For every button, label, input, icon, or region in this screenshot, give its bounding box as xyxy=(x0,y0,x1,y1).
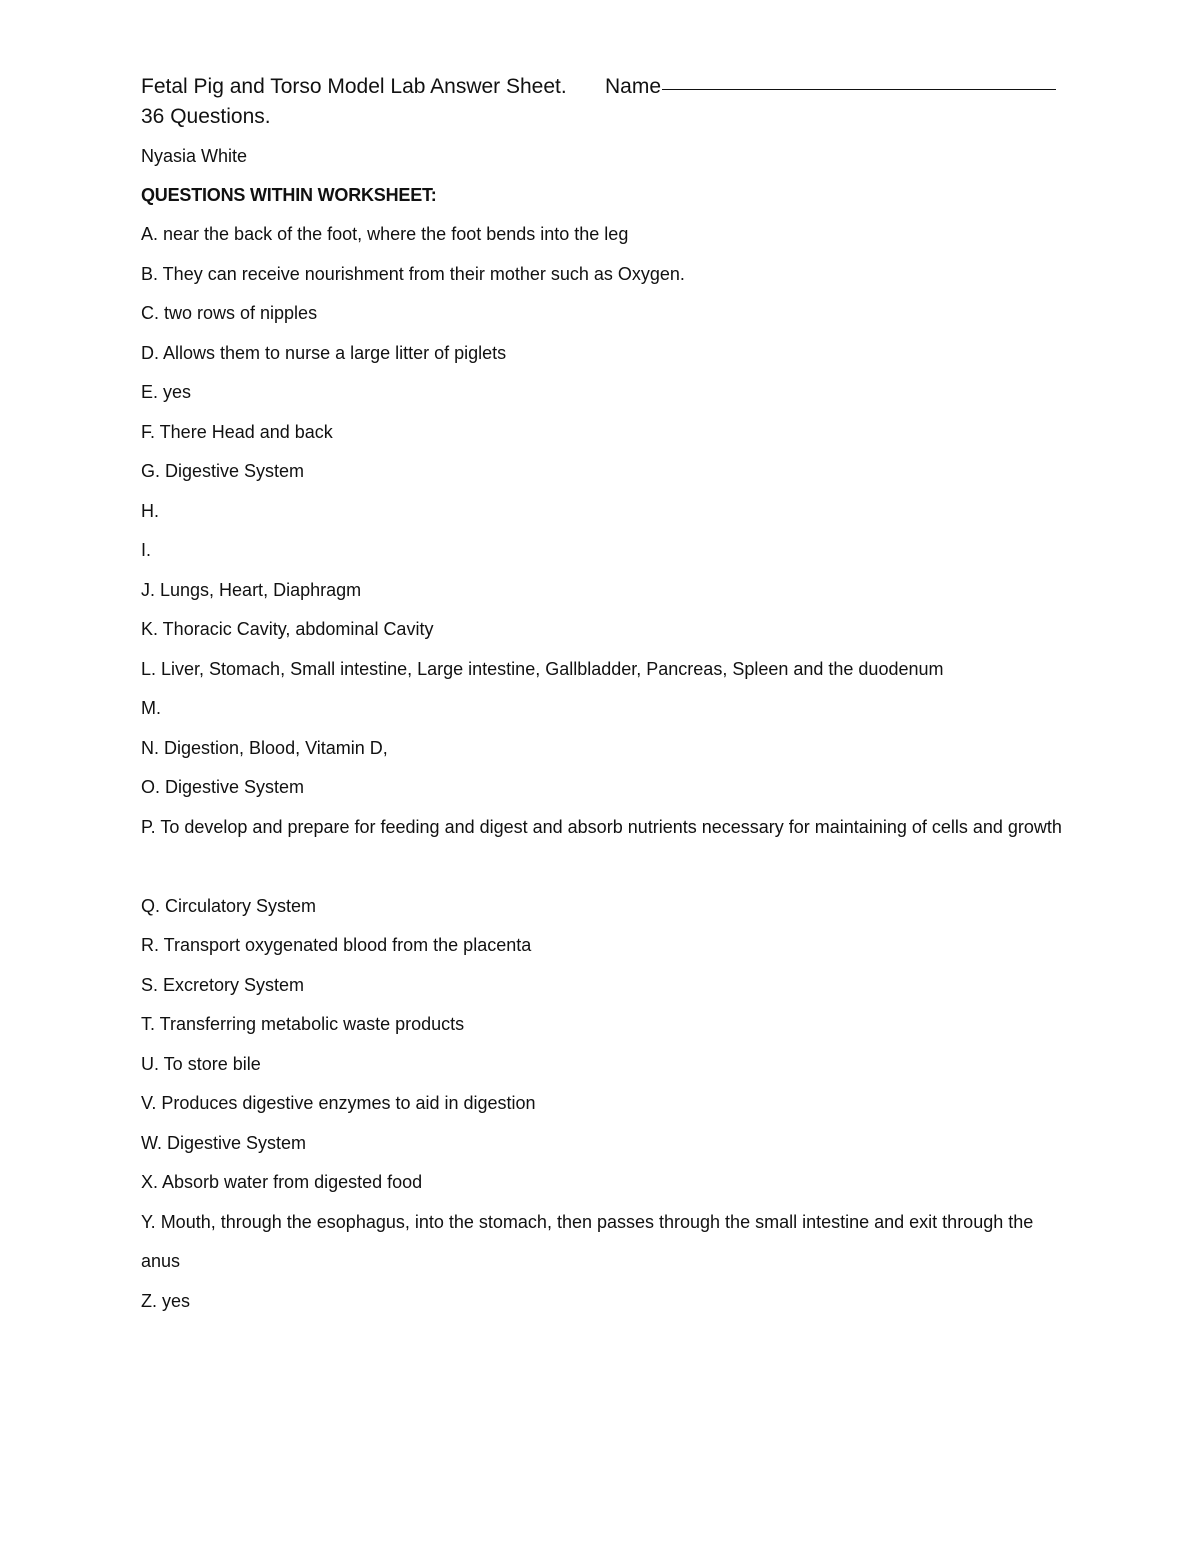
answer-o: O. Digestive System xyxy=(141,777,305,797)
answer-c: C. two rows of nipples xyxy=(141,303,318,323)
name-blank-line xyxy=(662,69,1056,90)
answer-d: D. Allows them to nurse a large litter of piglets xyxy=(141,342,507,363)
name-label: Name xyxy=(605,75,662,98)
answer-w: W. Digestive System xyxy=(141,1132,307,1153)
answer-h: H. xyxy=(141,500,159,521)
question-count: 36 Questions. xyxy=(141,105,271,128)
answer-m: M. xyxy=(141,698,161,718)
header-line xyxy=(141,72,1071,102)
answer-n: N. Digestion, Blood, Vitamin D, xyxy=(141,737,388,758)
document-title: Fetal Pig and Torso Model Lab Answer Sheet. xyxy=(141,75,567,98)
section-heading: QUESTIONS WITHIN WORKSHEET: xyxy=(141,185,437,205)
answer-z: Z. yes xyxy=(141,1290,191,1311)
student-name: Nyasia White xyxy=(141,146,248,166)
answer-i: I. xyxy=(141,540,152,560)
answer-x: X. Absorb water from digested food xyxy=(141,1172,423,1192)
answer-y: Y. Mouth, through the esophagus, into the stomach, then passes through the small intestine and exit through the anus xyxy=(141,1211,1034,1271)
answer-q: Q. Circulatory System xyxy=(141,895,317,916)
answer-g: G. Digestive System xyxy=(141,461,305,481)
answer-u: U. To store bile xyxy=(141,1053,261,1074)
answer-p: P. To develop and prepare for feeding and digest and absorb nutrients necessary for maintaining of cells and growth xyxy=(141,816,1062,837)
answer-v: V. Produces digestive enzymes to aid in digestion xyxy=(141,1093,536,1113)
answer-a: A. near the back of the foot, where the foot bends into the leg xyxy=(141,224,629,244)
answer-l: L. Liver, Stomach, Small intestine, Large intestine, Gallbladder, Pancreas, Spleen and the duodenum xyxy=(141,658,944,679)
answer-f: F. There Head and back xyxy=(141,421,333,442)
document-header xyxy=(141,72,1071,132)
answer-list xyxy=(141,221,1071,1327)
answer-b: B. They can receive nourishment from their mother such as Oxygen. xyxy=(141,263,685,284)
answer-e: E. yes xyxy=(141,382,192,402)
answer-s: S. Excretory System xyxy=(141,974,305,995)
answer-r: R. Transport oxygenated blood from the placenta xyxy=(141,935,532,955)
answer-t: T. Transferring metabolic waste products xyxy=(141,1014,465,1034)
answer-j: J. Lungs, Heart, Diaphragm xyxy=(141,579,362,600)
answer-k: K. Thoracic Cavity, abdominal Cavity xyxy=(141,619,434,639)
